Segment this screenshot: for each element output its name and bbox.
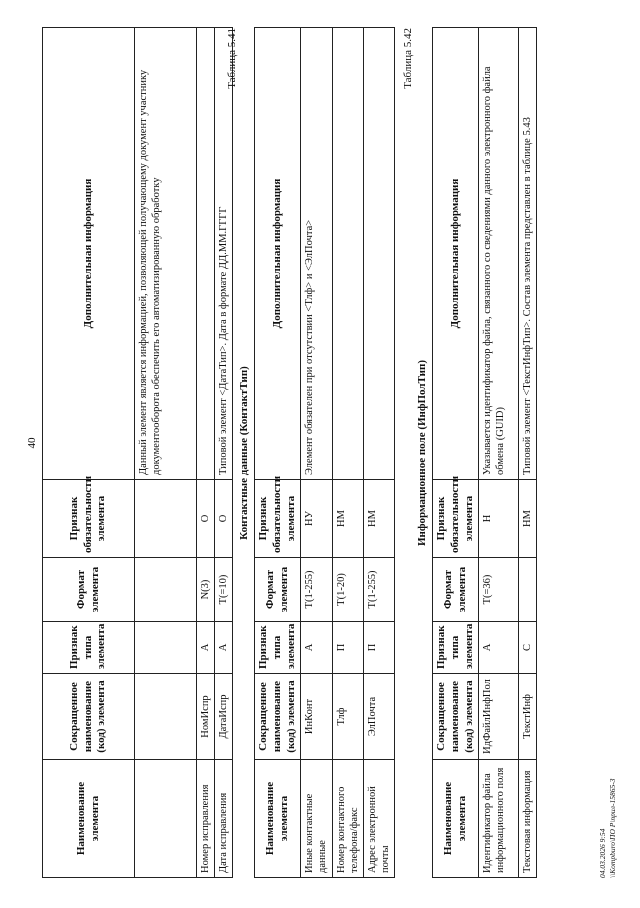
cell: П: [332, 622, 363, 674]
cell: Дата исправления: [215, 760, 233, 878]
table-row: [519, 28, 537, 878]
cell: Н: [479, 480, 519, 558]
header-required: Признак обязательности элемента: [255, 480, 301, 558]
cell: Текстовая информация: [519, 760, 537, 878]
header-required: Признак обязательности элемента: [43, 480, 135, 558]
table-541-title: Контактные данные (КонтактТип): [238, 366, 250, 540]
cell: [135, 558, 197, 622]
header-type: Признак типа элемента: [433, 622, 479, 674]
table-header-row: [433, 28, 479, 878]
cell: А: [197, 622, 215, 674]
header-format: Формат элемента: [43, 558, 135, 622]
cell: ИдФайлИнфПол: [479, 674, 519, 760]
cell: T(=36): [479, 558, 519, 622]
cell: Иные контактные данные: [301, 760, 332, 878]
cell: Адрес электронной почты: [363, 760, 394, 878]
cell: [332, 28, 363, 480]
table-row: [197, 28, 215, 878]
table-542: [432, 27, 537, 878]
cell: НМ: [332, 480, 363, 558]
cell: О: [215, 480, 233, 558]
cell: О: [197, 480, 215, 558]
cell: T(1-255): [363, 558, 394, 622]
cell: [135, 674, 197, 760]
cell: А: [301, 622, 332, 674]
cell: [135, 480, 197, 558]
footer-path: \\Kompburo\ПО Р\прил-15865-3: [607, 778, 617, 878]
header-type: Признак типа элемента: [255, 622, 301, 674]
table-542-title: Информационное поле (ИнфПолТип): [416, 360, 428, 547]
footer-date: 04.03.2026 9:54: [598, 828, 607, 878]
header-type: Признак типа элемента: [43, 622, 135, 674]
cell: Типовой элемент <ТекстИнфТип>. Состав элемента представлен в таблице 5.43: [519, 28, 537, 480]
table-row: [301, 28, 332, 878]
header-name: Наименование элемента: [433, 760, 479, 878]
cell: T(1-20): [332, 558, 363, 622]
cell: С: [519, 622, 537, 674]
cell: Указывается идентификатор файла, связанного со сведениями данного электронного файла обмена (GUID): [479, 28, 519, 480]
header-code: Сокращенное наименование (код) элемента: [433, 674, 479, 760]
header-info: Дополнительная информация: [255, 28, 301, 480]
print-footer: [598, 578, 618, 878]
cell: НМ: [519, 480, 537, 558]
cell: Номер исправления: [197, 760, 215, 878]
header-info: Дополнительная информация: [433, 28, 479, 480]
cell: НУ: [301, 480, 332, 558]
header-format: Формат элемента: [255, 558, 301, 622]
header-info: Дополнительная информация: [43, 28, 135, 480]
table-header-row: [43, 28, 135, 878]
cell: [363, 28, 394, 480]
cell: ИнКонт: [301, 674, 332, 760]
table-541-number: Таблица 5.41: [226, 28, 238, 89]
cell: Данный элемент является информацией, позволяющей получающему документ участнику документооборота обеспечить его автоматизированную обработку: [135, 28, 197, 480]
cell: ДатаИспр: [215, 674, 233, 760]
cell: Тлф: [332, 674, 363, 760]
header-code: Сокращенное наименование (код) элемента: [255, 674, 301, 760]
header-code: Сокращенное наименование (код) элемента: [43, 674, 135, 760]
table-542-number: Таблица 5.42: [402, 28, 414, 89]
continuation-table: [42, 27, 233, 878]
cell: Элемент обязателен при отсутствии <Тлф> и <ЭлПочта>: [301, 28, 332, 480]
cell: Типовой элемент <ДатаТип>. Дата в формате ДД.ММ.ГГГГ: [215, 28, 233, 480]
header-name: Наименование элемента: [255, 760, 301, 878]
table-header-row: [255, 28, 301, 878]
cell: N(3): [197, 558, 215, 622]
cell: [519, 558, 537, 622]
header-format: Формат элемента: [433, 558, 479, 622]
table-row: [215, 28, 233, 878]
table-row: [332, 28, 363, 878]
cell: Номер контактного телефона/факс: [332, 760, 363, 878]
cell: T(1-255): [301, 558, 332, 622]
cell: А: [215, 622, 233, 674]
table-row: [363, 28, 394, 878]
header-name: Наименование элемента: [43, 760, 135, 878]
cell: [135, 622, 197, 674]
table-row: [135, 28, 197, 878]
table-row: [479, 28, 519, 878]
cell: ЭлПочта: [363, 674, 394, 760]
cell: Идентификатор файла информационного поля: [479, 760, 519, 878]
page-number: 40: [26, 437, 38, 449]
table-541: [254, 27, 395, 878]
cell: ТекстИнф: [519, 674, 537, 760]
cell: А: [479, 622, 519, 674]
header-required: Признак обязательности элемента: [433, 480, 479, 558]
cell: П: [363, 622, 394, 674]
cell: [135, 760, 197, 878]
cell: НМ: [363, 480, 394, 558]
cell: [197, 28, 215, 480]
cell: НомИспр: [197, 674, 215, 760]
cell: T(=10): [215, 558, 233, 622]
